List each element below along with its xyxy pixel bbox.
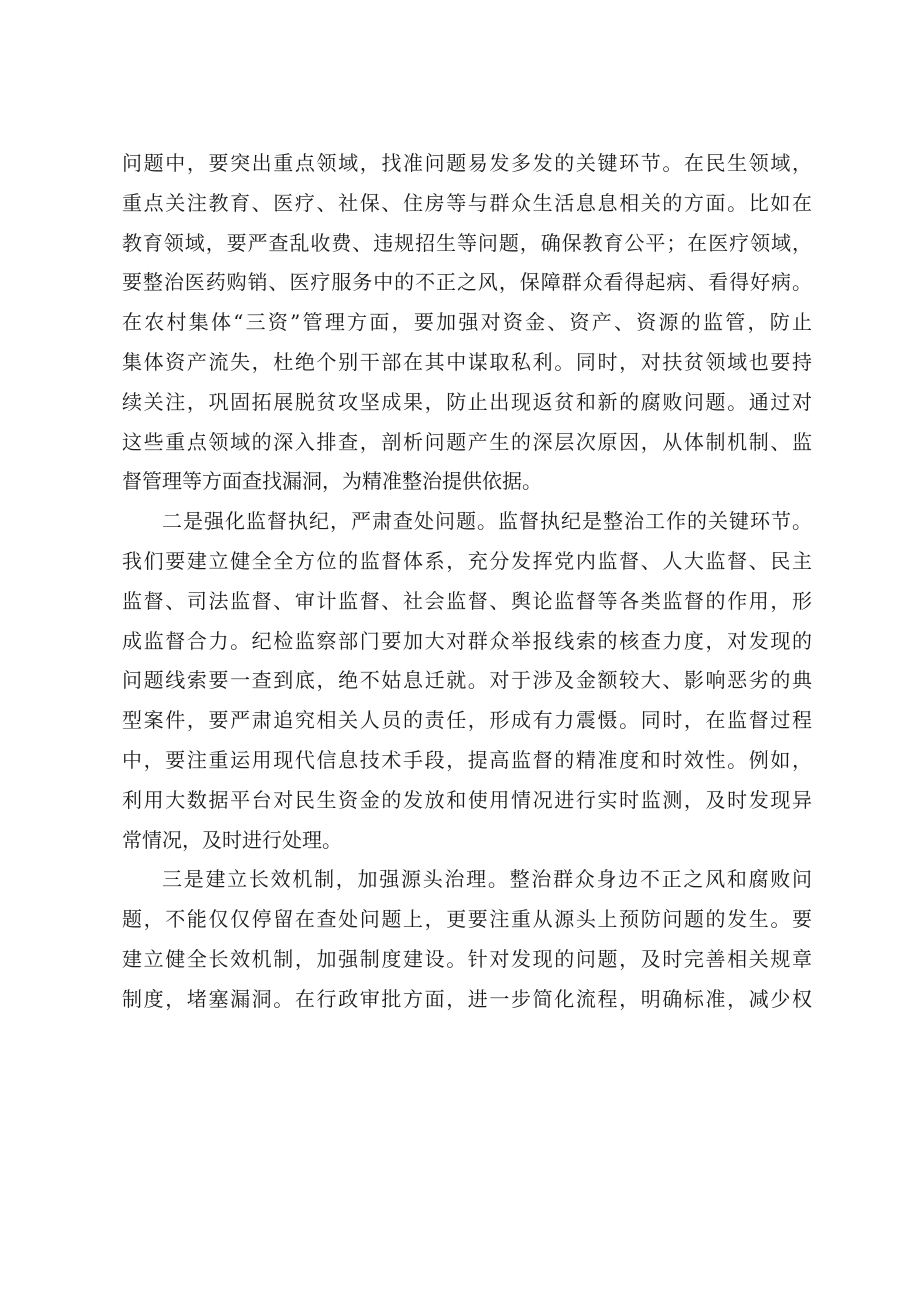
text-line: 督管理等方面查找漏洞，为精准整治提供依据。 [122,469,542,494]
paragraph-long-term-mechanism [122,860,812,1019]
text-line: 中，要注重运用现代信息技术手段，提高监督的精准度和时效性。例如， [122,747,812,772]
text-line: 我们要建立健全全方位的监督体系，充分发挥党内监督、人大监督、民主 [122,548,812,573]
text-line: 成监督合力。纪检监察部门要加大对群众举报线索的核查力度，对发现的 [122,628,812,653]
text-line: 二是强化监督执纪，严肃查处问题。监督执纪是整治工作的关键环节。 [162,509,812,534]
text-line: 监督、司法监督、审计监督、社会监督、舆论监督等各类监督的作用，形 [122,588,812,613]
text-line: 要整治医药购销、医疗服务中的不正之风，保障群众看得起病、看得好病。 [122,270,812,295]
text-line: 续关注，巩固拓展脱贫攻坚成果，防止出现返贫和新的腐败问题。通过对 [122,389,812,414]
text-line: 题，不能仅仅停留在查处问题上，更要注重从源头上预防问题的发生。要 [122,907,812,932]
text-line: 重点关注教育、医疗、社保、住房等与群众生活息息相关的方面。比如在 [122,190,812,215]
text-line: 集体资产流失，杜绝个别干部在其中谋取私利。同时，对扶贫领域也要持 [122,349,812,374]
body-text [122,144,812,1020]
text-line: 教育领域，要严查乱收费、违规招生等问题，确保教育公平；在医疗领域， [122,230,812,255]
text-line: 制度，堵塞漏洞。在行政审批方面，进一步简化流程，明确标准，减少权 [122,986,812,1011]
text-line: 三是建立长效机制，加强源头治理。整治群众身边不正之风和腐败问 [162,867,812,892]
text-line: 常情况，及时进行处理。 [122,827,342,852]
text-line: 问题中，要突出重点领域，找准问题易发多发的关键环节。在民生领域， [122,151,812,175]
text-line: 建立健全长效机制，加强制度建设。针对发现的问题，及时完善相关规章 [122,946,812,971]
text-line: 型案件，要严肃追究相关人员的责任，形成有力震慑。同时，在监督过程 [122,708,812,733]
paragraph-supervision [122,502,812,860]
paragraph-problem-areas [122,144,812,502]
text-line: 利用大数据平台对民生资金的发放和使用情况进行实时监测，及时发现异 [122,787,812,812]
text-line: 问题线索要一查到底，绝不姑息迁就。对于涉及金额较大、影响恶劣的典 [122,668,812,693]
text-line: 这些重点领域的深入排查，剖析问题产生的深层次原因，从体制机制、监 [122,429,812,454]
text-line: 在农村集体“三资”管理方面，要加强对资金、资产、资源的监管，防止 [122,310,812,335]
